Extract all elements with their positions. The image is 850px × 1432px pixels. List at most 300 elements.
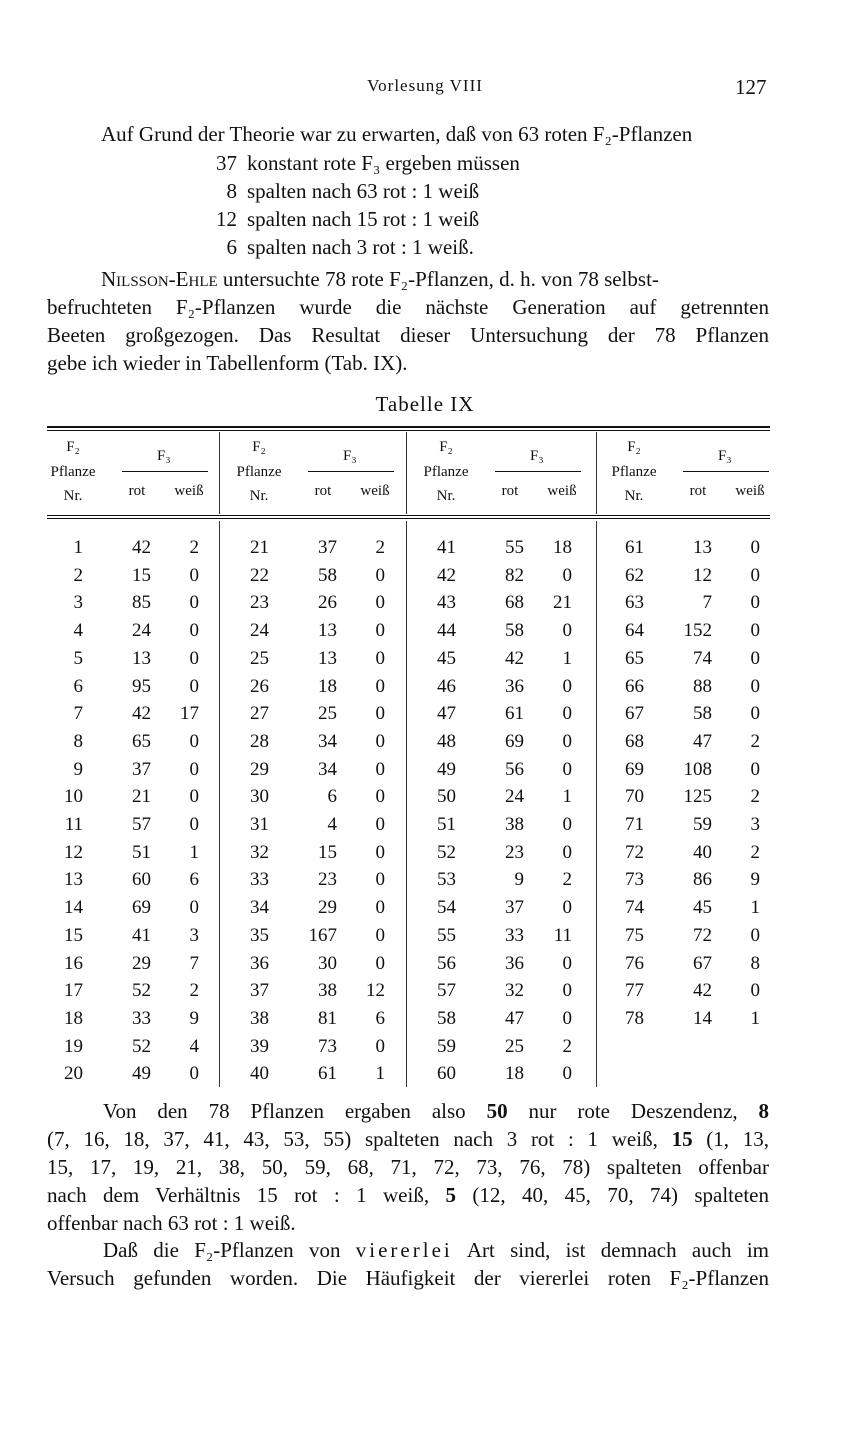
cell-rot: 61 (505, 703, 524, 725)
cell-weiss: 0 (189, 592, 199, 614)
cell-plant-number: 4 (73, 620, 83, 642)
cell-plant-number: 1 (73, 537, 83, 558)
cell-weiss: 0 (375, 758, 385, 780)
cell-rot: 95 (132, 675, 151, 697)
cell-plant-number: 25 (250, 647, 269, 669)
cell-rot: 55 (505, 537, 524, 558)
intro-list-item (209, 206, 479, 234)
cell-weiss: 0 (562, 841, 572, 863)
cell-rot: 36 (505, 675, 524, 697)
cell-rot: 51 (132, 841, 151, 863)
header-f3-generation: F₃ (718, 448, 732, 464)
table-top-rule-thin (47, 430, 770, 431)
cell-rot: 33 (132, 1007, 151, 1029)
cell-plant-number: 22 (250, 564, 269, 586)
cell-plant-number: 12 (64, 841, 83, 863)
cell-plant-number: 5 (73, 647, 83, 669)
cell-rot: 81 (318, 1007, 337, 1029)
header-f3-generation: F₃ (530, 448, 544, 464)
cell-weiss: 11 (553, 924, 572, 946)
cell-weiss: 1 (375, 1063, 385, 1085)
para3-line (47, 1265, 769, 1293)
cell-rot: 60 (132, 869, 151, 891)
cell-plant-number: 68 (625, 730, 644, 752)
cell-weiss: 0 (375, 564, 385, 586)
cell-rot: 9 (514, 869, 524, 891)
para2-line (47, 1182, 769, 1210)
intro-list-text: spalten nach 3 rot : 1 weiß. (247, 235, 474, 259)
cell-weiss: 0 (189, 1063, 199, 1085)
cell-plant-number: 50 (437, 786, 456, 808)
cell-plant-number: 63 (625, 592, 644, 614)
cell-rot: 73 (318, 1035, 337, 1057)
cell-rot: 47 (693, 730, 712, 752)
cell-rot: 74 (693, 647, 712, 669)
cell-weiss: 4 (189, 1035, 199, 1057)
cell-weiss: 0 (375, 952, 385, 974)
cell-weiss: 0 (750, 980, 760, 1002)
cell-weiss: 0 (562, 703, 572, 725)
header-f2-generation: F₂ (252, 439, 266, 455)
cell-weiss: 0 (375, 841, 385, 863)
cell-plant-number: 3 (73, 592, 83, 614)
cell-plant-number: 37 (250, 980, 269, 1002)
cell-weiss: 0 (562, 952, 572, 974)
cell-rot: 41 (132, 924, 151, 946)
cell-plant-number: 43 (437, 592, 456, 614)
cell-plant-number: 40 (250, 1063, 269, 1085)
cell-rot: 6 (327, 786, 337, 808)
header-rot: rot (501, 483, 519, 499)
cell-plant-number: 78 (625, 1007, 644, 1029)
cell-plant-number: 69 (625, 758, 644, 780)
cell-weiss: 2 (750, 841, 760, 863)
cell-weiss: 2 (750, 786, 760, 808)
intro-list-number: 12 (216, 207, 237, 231)
cell-rot: 34 (318, 758, 337, 780)
running-title: Vorlesung VIII (367, 76, 483, 95)
cell-weiss: 0 (750, 703, 760, 725)
cell-weiss: 0 (562, 730, 572, 752)
cell-rot: 167 (308, 924, 337, 946)
intro-list-text: spalten nach 15 rot : 1 weiß (247, 207, 480, 231)
cell-rot: 18 (318, 675, 337, 697)
cell-weiss: 0 (375, 620, 385, 642)
cell-plant-number: 15 (64, 924, 83, 946)
text-run: viererlei (355, 1238, 453, 1262)
cell-weiss: 9 (750, 869, 760, 891)
cell-plant-number: 16 (64, 952, 83, 974)
cell-weiss: 0 (562, 897, 572, 919)
cell-rot: 52 (132, 980, 151, 1002)
cell-weiss: 0 (375, 814, 385, 835)
header-weiss: weiß (547, 483, 577, 499)
cell-weiss: 8 (750, 952, 760, 974)
table-column-divider (406, 432, 407, 514)
cell-weiss: 0 (375, 703, 385, 725)
para1-line-1 (101, 266, 659, 294)
text-run: nur rote Deszendenz, (507, 1099, 759, 1123)
cell-plant-number: 2 (73, 564, 83, 586)
text-run: (7, 16, 18, 37, 41, 43, 53, 55) spalteten nach 3 rot : 1 weiß, (47, 1127, 672, 1151)
intro-list-number: 37 (216, 151, 237, 175)
cell-weiss: 0 (562, 814, 572, 835)
text-run: (1, 13, (692, 1127, 769, 1151)
cell-rot: 15 (132, 564, 151, 586)
header-brace (308, 471, 394, 480)
cell-plant-number: 28 (250, 730, 269, 752)
cell-weiss: 0 (562, 980, 572, 1002)
cell-rot: 4 (327, 814, 337, 835)
cell-rot: 125 (683, 786, 712, 808)
bold-count: 8 (758, 1099, 769, 1123)
cell-weiss: 3 (750, 814, 760, 835)
cell-plant-number: 71 (625, 814, 644, 835)
cell-rot: 25 (505, 1035, 524, 1057)
header-weiss: weiß (360, 483, 390, 499)
table-column-divider (596, 432, 597, 514)
cell-rot: 21 (132, 786, 151, 808)
cell-plant-number: 77 (625, 980, 644, 1002)
cell-weiss: 0 (375, 869, 385, 891)
cell-rot: 36 (505, 952, 524, 974)
cell-rot: 38 (505, 814, 524, 835)
cell-plant-number: 55 (437, 924, 456, 946)
cell-plant-number: 34 (250, 897, 269, 919)
cell-weiss: 0 (750, 564, 760, 586)
cell-plant-number: 74 (625, 897, 644, 919)
cell-plant-number: 66 (625, 675, 644, 697)
cell-rot: 61 (318, 1063, 337, 1085)
cell-plant-number: 17 (64, 980, 83, 1002)
cell-weiss: 0 (562, 1063, 572, 1085)
header-nr: Nr. (63, 488, 83, 504)
intro-list-text: spalten nach 63 rot : 1 weiß (247, 179, 480, 203)
cell-rot: 13 (132, 647, 151, 669)
table-column-divider (219, 521, 220, 1087)
cell-plant-number: 39 (250, 1035, 269, 1057)
cell-weiss: 0 (562, 564, 572, 586)
cell-rot: 68 (505, 592, 524, 614)
cell-plant-number: 31 (250, 814, 269, 835)
header-pflanze: Pflanze (611, 464, 657, 480)
cell-weiss: 0 (562, 675, 572, 697)
cell-plant-number: 47 (437, 703, 456, 725)
author-name: Nilsson-Ehle (101, 267, 218, 291)
header-rot: rot (314, 483, 332, 499)
cell-weiss: 2 (562, 869, 572, 891)
cell-weiss: 9 (189, 1007, 199, 1029)
cell-weiss: 18 (553, 537, 572, 558)
cell-weiss: 2 (189, 980, 199, 1002)
cell-rot: 40 (693, 841, 712, 863)
text-run: Versuch gefunden worden. Die Häufigkeit der viererlei roten F₂-Pflanzen (47, 1266, 769, 1290)
intro-list-number: 8 (226, 179, 237, 203)
cell-rot: 13 (318, 647, 337, 669)
cell-rot: 152 (683, 620, 712, 642)
header-rot: rot (128, 483, 146, 499)
cell-plant-number: 7 (73, 703, 83, 725)
cell-rot: 13 (318, 620, 337, 642)
cell-plant-number: 30 (250, 786, 269, 808)
cell-rot: 29 (132, 952, 151, 974)
cell-rot: 37 (318, 537, 337, 558)
cell-plant-number: 20 (64, 1063, 83, 1085)
cell-rot: 24 (132, 620, 151, 642)
cell-plant-number: 46 (437, 675, 456, 697)
cell-plant-number: 33 (250, 869, 269, 891)
cell-plant-number: 60 (437, 1063, 456, 1085)
cell-rot: 32 (505, 980, 524, 1002)
cell-weiss: 0 (189, 897, 199, 919)
cell-weiss: 0 (750, 647, 760, 669)
header-f3-generation: F₃ (157, 448, 171, 464)
cell-weiss: 1 (750, 897, 760, 919)
para1-line-4: gebe ich wieder in Tabellenform (Tab. IX). (47, 351, 408, 375)
cell-plant-number: 32 (250, 841, 269, 863)
cell-rot: 25 (318, 703, 337, 725)
cell-weiss: 0 (189, 647, 199, 669)
cell-plant-number: 48 (437, 730, 456, 752)
cell-rot: 42 (132, 537, 151, 558)
cell-plant-number: 13 (64, 869, 83, 891)
cell-weiss: 0 (375, 924, 385, 946)
cell-rot: 52 (132, 1035, 151, 1057)
cell-plant-number: 6 (73, 675, 83, 697)
cell-plant-number: 9 (73, 758, 83, 780)
cell-rot: 42 (505, 647, 524, 669)
cell-rot: 34 (318, 730, 337, 752)
cell-weiss: 12 (366, 980, 385, 1002)
intro-line: Auf Grund der Theorie war zu erwarten, daß von 63 roten F₂-Pflanzen (101, 122, 693, 146)
para2-line (103, 1098, 769, 1126)
cell-rot: 56 (505, 758, 524, 780)
para2-line (47, 1126, 769, 1154)
cell-rot: 67 (693, 952, 712, 974)
para2-line (47, 1154, 769, 1182)
intro-list-text: konstant rote F₃ ergeben müssen (247, 151, 520, 175)
cell-weiss: 0 (562, 620, 572, 642)
cell-weiss: 0 (562, 1007, 572, 1029)
cell-weiss: 1 (562, 647, 572, 669)
cell-rot: 108 (683, 758, 712, 780)
table-column-divider (219, 432, 220, 514)
table-title: Tabelle IX (375, 392, 475, 416)
cell-weiss: 2 (562, 1035, 572, 1057)
cell-weiss: 0 (750, 675, 760, 697)
table-header-rule-2 (47, 518, 770, 519)
cell-rot: 58 (318, 564, 337, 586)
cell-plant-number: 65 (625, 647, 644, 669)
header-pflanze: Pflanze (236, 464, 282, 480)
text-run: offenbar nach 63 rot : 1 weiß. (47, 1211, 296, 1235)
cell-weiss: 0 (375, 1035, 385, 1057)
text-run: nach dem Verhältnis 15 rot : 1 weiß, (47, 1183, 446, 1207)
header-f2-generation: F₂ (439, 439, 453, 455)
cell-rot: 59 (693, 814, 712, 835)
cell-weiss: 0 (562, 758, 572, 780)
cell-plant-number: 8 (73, 730, 83, 752)
table-column-divider (406, 521, 407, 1087)
cell-rot: 82 (505, 564, 524, 586)
cell-rot: 13 (693, 537, 712, 558)
cell-rot: 72 (693, 924, 712, 946)
text-run: 15, 17, 19, 21, 38, 50, 59, 68, 71, 72, 73, 76, 78) spalteten offenbar (47, 1155, 769, 1179)
bold-count: 50 (486, 1099, 508, 1123)
cell-rot: 18 (505, 1063, 524, 1085)
intro-list-number: 6 (226, 235, 237, 259)
cell-plant-number: 41 (437, 537, 456, 558)
cell-plant-number: 58 (437, 1007, 456, 1029)
cell-plant-number: 49 (437, 758, 456, 780)
cell-rot: 23 (505, 841, 524, 863)
cell-weiss: 0 (375, 647, 385, 669)
cell-rot: 33 (505, 924, 524, 946)
header-f3-generation: F₃ (343, 448, 357, 464)
cell-rot: 37 (132, 758, 151, 780)
cell-rot: 57 (132, 814, 151, 835)
cell-plant-number: 75 (625, 924, 644, 946)
cell-weiss: 6 (375, 1007, 385, 1029)
cell-weiss: 0 (750, 592, 760, 614)
cell-weiss: 1 (750, 1007, 760, 1029)
cell-weiss: 17 (180, 703, 199, 725)
cell-plant-number: 19 (64, 1035, 83, 1057)
cell-weiss: 0 (189, 758, 199, 780)
cell-rot: 12 (693, 564, 712, 586)
cell-weiss: 6 (189, 869, 199, 891)
header-weiss: weiß (735, 483, 765, 499)
cell-rot: 69 (132, 897, 151, 919)
header-brace (122, 471, 208, 480)
cell-rot: 65 (132, 730, 151, 752)
cell-plant-number: 52 (437, 841, 456, 863)
cell-weiss: 0 (750, 620, 760, 642)
cell-plant-number: 73 (625, 869, 644, 891)
cell-plant-number: 14 (64, 897, 83, 919)
cell-rot: 86 (693, 869, 712, 891)
cell-rot: 7 (702, 592, 712, 614)
cell-rot: 29 (318, 897, 337, 919)
cell-weiss: 0 (189, 814, 199, 835)
para1-line-1-text: untersuchte 78 rote F₂-Pflanzen, d. h. von 78 selbst- (217, 267, 659, 291)
bold-count: 15 (671, 1127, 693, 1151)
text-run: Art sind, ist demnach auch im (452, 1238, 769, 1262)
header-pflanze: Pflanze (423, 464, 469, 480)
cell-weiss: 2 (189, 537, 199, 558)
cell-weiss: 0 (750, 924, 760, 946)
header-rot: rot (689, 483, 707, 499)
cell-rot: 26 (318, 592, 337, 614)
cell-weiss: 7 (189, 952, 199, 974)
header-brace (683, 471, 769, 480)
cell-plant-number: 29 (250, 758, 269, 780)
header-f2-generation: F₂ (66, 439, 80, 455)
cell-weiss: 0 (189, 564, 199, 586)
cell-weiss: 0 (375, 786, 385, 808)
cell-plant-number: 64 (625, 620, 644, 642)
cell-rot: 85 (132, 592, 151, 614)
cell-rot: 58 (505, 620, 524, 642)
cell-plant-number: 59 (437, 1035, 456, 1057)
intro-list-item (209, 234, 474, 262)
intro-list-item (209, 178, 479, 206)
header-nr: Nr. (249, 488, 269, 504)
cell-rot: 58 (693, 703, 712, 725)
cell-plant-number: 76 (625, 952, 644, 974)
cell-plant-number: 21 (250, 537, 269, 558)
para3-line (103, 1237, 769, 1265)
cell-rot: 47 (505, 1007, 524, 1029)
cell-weiss: 3 (189, 924, 199, 946)
cell-plant-number: 61 (625, 537, 644, 558)
cell-weiss: 0 (375, 675, 385, 697)
cell-plant-number: 10 (64, 786, 83, 808)
cell-weiss: 0 (189, 786, 199, 808)
para1-line-2: befruchteten F₂-Pflanzen wurde die nächste Generation auf getrennten (47, 295, 769, 319)
cell-weiss: 21 (553, 592, 572, 614)
cell-rot: 14 (693, 1007, 712, 1029)
cell-plant-number: 51 (437, 814, 456, 835)
cell-weiss: 0 (750, 537, 760, 558)
cell-plant-number: 44 (437, 620, 456, 642)
text-run: Von den 78 Pflanzen ergaben also (103, 1099, 487, 1123)
cell-rot: 45 (693, 897, 712, 919)
cell-rot: 49 (132, 1063, 151, 1085)
header-pflanze: Pflanze (50, 464, 96, 480)
cell-plant-number: 54 (437, 897, 456, 919)
cell-rot: 37 (505, 897, 524, 919)
cell-plant-number: 45 (437, 647, 456, 669)
cell-plant-number: 27 (250, 703, 269, 725)
table-top-rule (47, 426, 770, 428)
cell-weiss: 0 (375, 730, 385, 752)
cell-weiss: 0 (189, 730, 199, 752)
cell-weiss: 1 (189, 841, 199, 863)
cell-plant-number: 72 (625, 841, 644, 863)
cell-rot: 24 (505, 786, 524, 808)
header-brace (495, 471, 581, 480)
cell-rot: 38 (318, 980, 337, 1002)
cell-plant-number: 38 (250, 1007, 269, 1029)
cell-rot: 42 (132, 703, 151, 725)
text-run: Daß die F₂-Pflanzen von (103, 1238, 356, 1262)
cell-plant-number: 18 (64, 1007, 83, 1029)
cell-plant-number: 42 (437, 564, 456, 586)
cell-plant-number: 26 (250, 675, 269, 697)
table-header-rule (47, 515, 770, 516)
cell-weiss: 0 (750, 758, 760, 780)
header-weiss: weiß (174, 483, 204, 499)
cell-weiss: 1 (562, 786, 572, 808)
cell-weiss: 2 (375, 537, 385, 558)
header-nr: Nr. (436, 488, 456, 504)
cell-rot: 69 (505, 730, 524, 752)
text-run: (12, 40, 45, 70, 74) spalteten (455, 1183, 769, 1207)
cell-plant-number: 24 (250, 620, 269, 642)
cell-rot: 30 (318, 952, 337, 974)
cell-plant-number: 36 (250, 952, 269, 974)
cell-plant-number: 70 (625, 786, 644, 808)
para1-line-3: Beeten großgezogen. Das Resultat dieser Untersuchung der 78 Pflanzen (47, 323, 769, 347)
cell-weiss: 0 (375, 592, 385, 614)
page-number: 127 (735, 75, 767, 99)
cell-weiss: 0 (375, 897, 385, 919)
para2-line (47, 1210, 296, 1238)
cell-plant-number: 56 (437, 952, 456, 974)
cell-rot: 42 (693, 980, 712, 1002)
header-f2-generation: F₂ (627, 439, 641, 455)
